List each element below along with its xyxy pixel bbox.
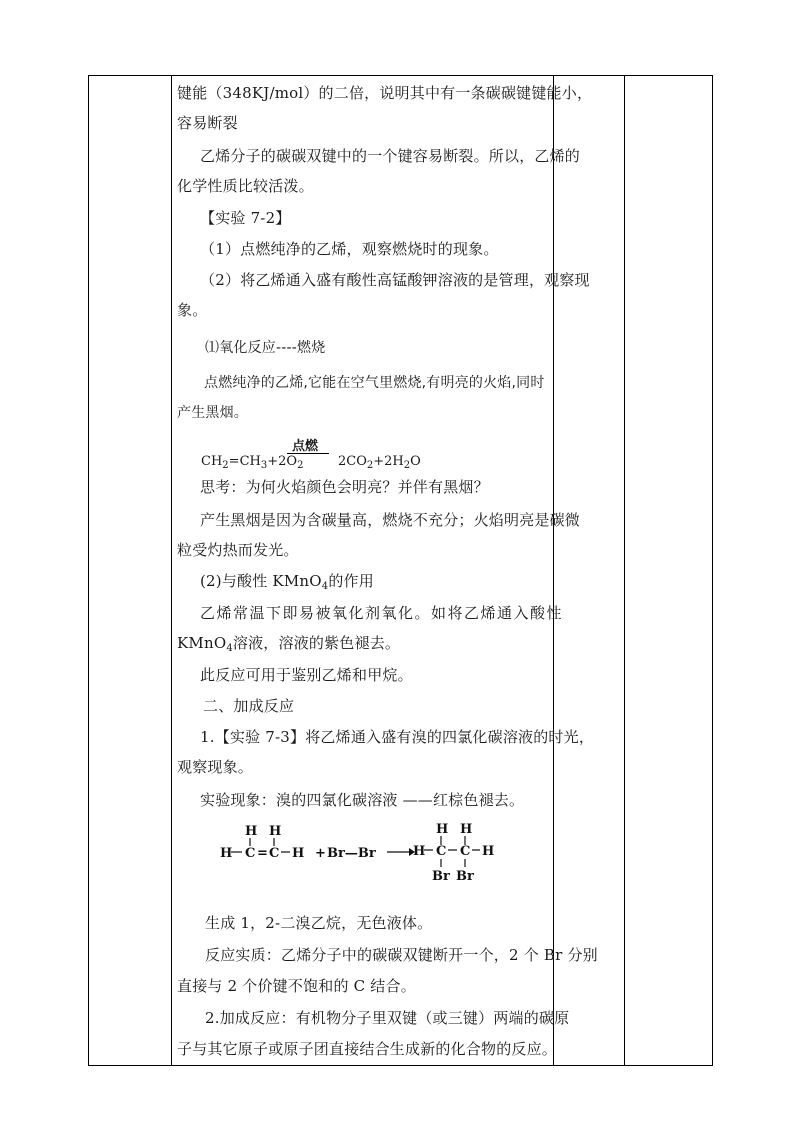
para-double-bond: 乙烯分子的碳碳双键中的一个键容易断裂。所以，乙烯的 [200, 147, 581, 165]
oxidation-heading: ⑴氧化反应----燃烧 [205, 340, 326, 356]
plus-sign: + [315, 846, 326, 861]
kmno4-heading: (2)与酸性 KMnO$_4$的作用 [200, 572, 374, 592]
addition-definition: 2.加成反应：有机物分子里双键（或三键）两端的碳原 [205, 1009, 570, 1027]
para-combustion: 点燃纯净的乙烯,它能在空气里燃烧,有明亮的火焰,同时 [204, 375, 545, 391]
experiment-7-3: 1.【实验 7-3】将乙烯通入盛有溴的四氯化碳溶液的时光， [200, 728, 595, 746]
ethene-c-1: C [245, 846, 256, 861]
para-purple-fades: KMnO$_4$溶液，溶液的紫色褪去。 [177, 634, 401, 654]
para-black-smoke: 产生黑烟。 [177, 405, 248, 421]
product-h-left: H [413, 844, 426, 859]
experiment-7-2-heading: 【实验 7-2】 [200, 209, 291, 227]
combustion-products: $2CO_2+2H_2O$ [338, 454, 421, 471]
table-border-bottom [88, 1065, 712, 1066]
bromine-reagent: Br—Br [327, 846, 376, 861]
product-c-2: C [460, 844, 471, 859]
experiment-step-2-cont: 象。 [177, 301, 208, 319]
experiment-step-1: （1）点燃纯净的乙烯，观察燃烧时的现象。 [200, 240, 499, 258]
addition-reaction-diagram [215, 820, 515, 890]
ethene-h-left: H [220, 846, 233, 861]
product-h-top-2: H [460, 822, 473, 837]
experiment-phenomenon: 实验现象：溴的四氯化碳溶液 ——红棕色褪去。 [200, 791, 525, 809]
experiment-step-2: （2）将乙烯通入盛有酸性高锰酸钾溶液的是管理，观察现 [200, 271, 590, 289]
addition-heading: 二、加成反应 [203, 697, 295, 715]
product-c-1: C [436, 844, 447, 859]
product-h-top-1: H [436, 822, 449, 837]
para-oxidizer: 乙烯常温下即易被氧化剂氧化。如将乙烯通入酸性 [200, 604, 564, 622]
combustion-reactants: $CH_2=CH_3+2O_2$ [201, 454, 304, 471]
ethene-h-right: H [292, 846, 305, 861]
table-border-right [712, 75, 713, 1066]
ethene-double-bond: = [257, 846, 268, 861]
question-smoke: 思考：为何火焰颜色会明亮？并伴有黑烟？ [200, 478, 489, 496]
combustion-condition: 点燃 [292, 439, 319, 454]
ethene-h-top-1: H [245, 824, 258, 839]
table-border-left [88, 75, 89, 1066]
para-reaction-essence: 反应实质：乙烯分子中的碳碳双键断开一个，2 个 Br 分别 [205, 946, 598, 964]
ethene-c-2: C [269, 846, 280, 861]
ethene-h-top-2: H [269, 824, 282, 839]
product-h-right: H [482, 844, 495, 859]
para-identify: 此反应可用于鉴别乙烯和甲烷。 [200, 666, 413, 684]
answer-smoke-cont: 粒受灼热而发光。 [177, 541, 299, 559]
para-bond-energy: 键能（348KJ/mol）的二倍，说明其中有一条碳碳键键能小， [177, 84, 593, 102]
product-br-2: Br [456, 869, 474, 884]
addition-definition-cont: 子与其它原子或原子团直接结合生成新的化合物的反应。 [177, 1040, 558, 1058]
para-easy-break: 容易断裂 [177, 114, 238, 132]
para-reaction-essence-cont: 直接与 2 个价键不饱和的 C 结合。 [177, 977, 416, 995]
table-divider-1 [171, 75, 172, 1066]
experiment-7-3-cont: 观察现象。 [177, 758, 254, 776]
para-dibromoethane: 生成 1，2-二溴乙烷，无色液体。 [205, 914, 433, 932]
table-divider-3 [624, 75, 625, 1066]
para-active: 化学性质比较活泼。 [177, 177, 314, 195]
answer-smoke: 产生黑烟是因为含碳量高，燃烧不充分；火焰明亮是碳微 [200, 511, 581, 529]
product-br-1: Br [432, 869, 450, 884]
table-border-top [88, 75, 712, 76]
